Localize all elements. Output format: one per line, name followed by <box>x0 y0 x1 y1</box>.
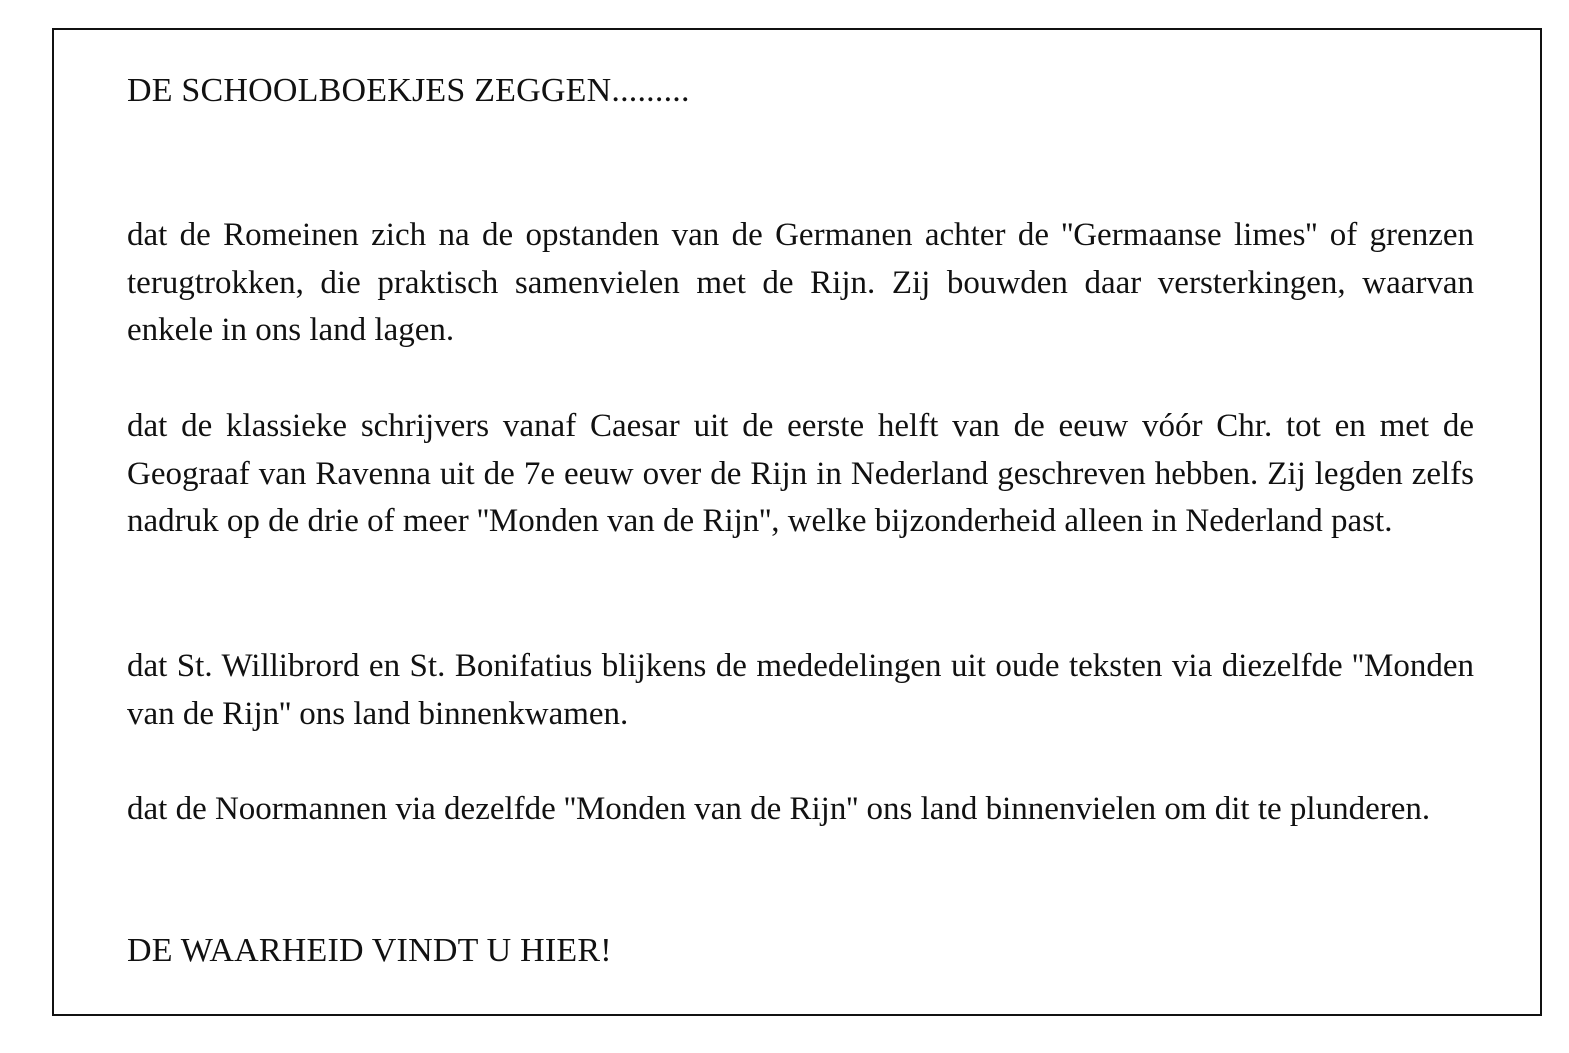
closing-statement: DE WAARHEID VINDT U HIER! <box>127 932 612 969</box>
paragraph-klassieke-schrijvers: dat de klassieke schrijvers vanaf Caesar uit de eerste helft van de eeuw vóór Chr. tot en met de Geograaf van Ravenna uit de 7e eeuw over de Rijn in Nederland geschreven hebben. Zij legden zelfs nadruk op de drie of meer ''Monden van de Rijn'', welke bijzonderheid alleen in Nederland past. <box>127 408 1474 539</box>
paragraph-romeinen: dat de Romeinen zich na de opstanden van de Germanen achter de ''Germaanse limes'' of grenzen terugtrokken, die praktisch samenvielen met de Rijn. Zij bouwden daar versterkingen, waarvan enkele in ons land lagen. <box>127 217 1474 348</box>
paragraph-willibrord-bonifatius: dat St. Willibrord en St. Bonifatius blijkens de mededelingen uit oude teksten via diezelfde ''Monden van de Rijn'' ons land binnenkwamen. <box>127 648 1474 732</box>
paragraph-noormannen: dat de Noormannen via dezelfde ''Monden van de Rijn'' ons land binnenvielen om dit te plunderen. <box>127 791 1431 827</box>
document-heading: DE SCHOOLBOEKJES ZEGGEN......... <box>127 72 690 109</box>
